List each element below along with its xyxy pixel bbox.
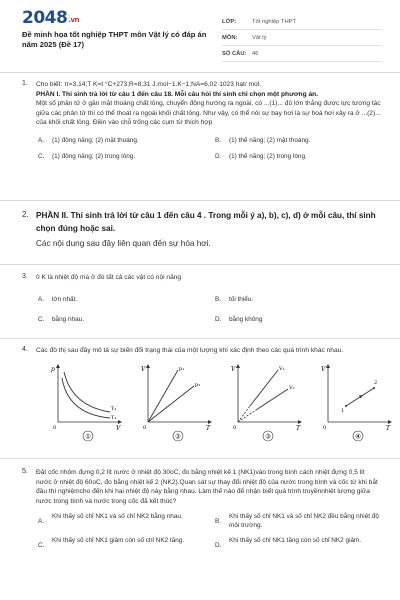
- graphs-figure: [36, 362, 391, 444]
- origin-label: 0: [53, 424, 57, 431]
- option-a[interactable]: A. Khi thấy số chỉ NK1 và số chỉ NK2 bằng nhau.: [38, 513, 183, 526]
- x-axis-label: T: [296, 424, 301, 432]
- divider: [0, 200, 400, 201]
- origin-label: 0: [323, 424, 327, 431]
- option-b[interactable]: B. (1) thế năng; (2) mặt thoáng.: [215, 136, 311, 144]
- graph-1: [46, 362, 124, 444]
- x-axis-label: T: [386, 424, 391, 432]
- graph-number: ③: [265, 432, 271, 441]
- divider: [0, 458, 400, 459]
- curve-label: p₁: [179, 365, 185, 372]
- option-d[interactable]: D. (1) thế năng; (2) trong lòng.: [215, 152, 307, 160]
- exam-meta-table: [222, 14, 382, 62]
- meta-row-subject: MÔN: Vật lý: [222, 30, 382, 46]
- graph-2: [136, 362, 214, 444]
- answer-options: [38, 512, 382, 550]
- question-2: 2. PHẦN II. Thí sinh trả lời từ câu 1 đến câu 4 . Trong mỗi ý a), b), c), d) ở mỗi câu, thí sinh chọn đúng hoặc sai. Các nội dung sau đây liên quan đến sự hóa hơi.: [22, 210, 382, 251]
- curve-label: p₂: [195, 381, 201, 388]
- y-axis-label: V: [231, 365, 236, 373]
- page-header: [0, 0, 400, 66]
- option-d[interactable]: D. Khi thấy số chỉ NK1 tăng còn số chỉ NK2 giảm.: [215, 537, 362, 550]
- point-label: 1: [341, 407, 345, 414]
- question-text: Đặt cốc nhôm đựng 0,2 lít nước ở nhiệt độ 30oC, đo bằng nhiệt kế 1 (NK1)vào trong bình cách nhiệt đựng 0,5 lít nước ở nhiệt độ 60oC, đo bằng nhiệt kế 2 (NK2).Quan sát sự thay đổi nhiệt độ của nước trong bình và cốc từ khi bắt đầu thí nghiệmcho đến khi hai nhiệt độ này bằng nhau. Làm thế nào để nhận biết quá trình truyềnnhiệt lượng giữa nước trong bình và nước trong cốc đã kết thúc?: [36, 469, 378, 505]
- option-d[interactable]: D. bằng không: [215, 315, 263, 323]
- y-axis-label: V: [141, 365, 146, 373]
- answer-options: [38, 295, 382, 324]
- divider: [0, 72, 400, 73]
- option-b[interactable]: B. Khi thấy số chỉ NK1 và số chỉ NK2 đều bằng nhiệt độ môi trường.: [215, 513, 379, 530]
- question-text: Cho biết: π=3,14;T K=t °C+273;R=8,31 J.mol−1.K−1;NA=6,02·1023 hạt/ mol. PHẦN I. Thí sinh trả lời từ câu 1 đến câu 18. Mỗi câu hỏi thí sinh chỉ chọn một phương án. Một số phân tử ở gần mặt thoáng chất lỏng, chuyển động hướng ra ngoài, có ...(1)... đủ lớn thắng được lực tương tác giữa các phân tử thì có thể thoát ra ngoài khối chất lỏng. Như vậy, có thể nói sự bay hơi là sự hoá hơi xảy ra ở ...(2)... của khối chất lỏng. Điền vào chỗ trống các cụm từ thích hợp: [36, 81, 381, 127]
- meta-row-count: SỐ CÂU: 46: [222, 46, 382, 62]
- curve-label: T₂: [111, 405, 117, 412]
- y-axis-label: V: [321, 365, 326, 373]
- option-a[interactable]: A. (1) động năng; (2) mặt thoáng.: [38, 136, 139, 144]
- graph-number: ④: [355, 432, 361, 441]
- answer-options: [38, 136, 382, 161]
- question-text: 0 K là nhiệt độ mà ở đó tất cả các vật có nội năng: [36, 274, 182, 281]
- origin-label: 0: [143, 424, 147, 431]
- point-label: 2: [374, 379, 378, 386]
- question-4: 4. Các đồ thị sau đây mô tả sự biến đổi trạng thái của một lượng khí xác định theo các quá trình khác nhau. p V 0 T₂ T₁ ① V T 0 p₁ p₂ ② V T 0 V₁ V₂ ③ V T 0 1 2 ④: [22, 346, 382, 444]
- question-5: 5. Đặt cốc nhôm đựng 0,2 lít nước ở nhiệt độ 30oC, đo bằng nhiệt kế 1 (NK1)vào trong bình cách nhiệt đựng 0,5 lít nước ở nhiệt độ 60oC, đo bằng nhiệt kế 2 (NK2).Quan sát sự thay đổi nhiệt độ của nước trong bình và cốc từ khi bắt đầu thí nghiệmcho đến khi hai nhiệt độ này bằng nhau. Làm thế nào để nhận biết quá trình truyềnnhiệt lượng giữa nước trong bình và nước trong cốc đã kết thúc? A. Khi thấy số chỉ NK1 và số chỉ NK2 bằng nhau. B. Khi thấy số chỉ NK1 và số chỉ NK2 đều bằng nhiệt độ môi trường. C. Khi thấy số chỉ NK1 giảm còn số chỉ NK2 tăng. D. Khi thấy số chỉ NK1 tăng còn số chỉ NK2 giảm.: [22, 468, 382, 550]
- origin-label: 0: [233, 424, 237, 431]
- graph-4: [316, 362, 394, 444]
- option-c[interactable]: C. bằng nhau.: [38, 315, 84, 323]
- graph-number: ①: [85, 432, 91, 441]
- question-1: 1. Cho biết: π=3,14;T K=t °C+273;R=8,31 J.mol−1.K−1;NA=6,02·1023 hạt/ mol. PHẦN I. Thí sinh trả lời từ câu 1 đến câu 18. Mỗi câu hỏi thí sinh chỉ chọn một phương án. Một số phân tử ở gần mặt thoáng chất lỏng, chuyển động hướng ra ngoài, có ...(1)... đủ lớn thắng được lực tương tác giữa các phân tử thì có thể thoát ra ngoài khối chất lỏng. Như vậy, có thể nói sự bay hơi là sự hoá hơi xảy ra ở ...(2)... của khối chất lỏng. Điền vào chỗ trống các cụm từ thích hợp A. (1) động năng; (2) mặt thoáng. B. (1) thế năng; (2) mặt thoáng. C. (1) động năng; (2) trong lòng. D. (1) thế năng; (2) trong lòng.: [22, 80, 381, 160]
- option-b[interactable]: B. tối thiểu.: [215, 295, 254, 303]
- question-text: PHẦN II. Thí sinh trả lời từ câu 1 đến câu 4 . Trong mỗi ý a), b), c), d) ở mỗi câu, thí sinh chọn đúng hoặc sai. Các nội dung sau đây liên quan đến sự hóa hơi.: [36, 211, 376, 248]
- graph-number: ②: [175, 432, 181, 441]
- curve-label: T₁: [111, 414, 117, 421]
- question-3: 3. 0 K là nhiệt độ mà ở đó tất cả các vật có nội năng A. lớn nhất. B. tối thiểu. C. bằng nhau. D. bằng không: [22, 273, 382, 324]
- curve-label: V₁: [279, 365, 285, 372]
- option-a[interactable]: A. lớn nhất.: [38, 295, 78, 303]
- option-c[interactable]: C. (1) động năng; (2) trong lòng.: [38, 152, 136, 160]
- curve-label: V₂: [289, 384, 295, 391]
- y-axis-label: p: [51, 365, 55, 373]
- meta-row-class: LỚP: Tốt nghiệp THPT: [222, 14, 382, 30]
- question-text: Các đồ thị sau đây mô tả sự biến đổi trạng thái của một lượng khí xác định theo các quá trình khác nhau.: [36, 347, 344, 354]
- x-axis-label: T: [206, 424, 211, 432]
- divider: [0, 338, 400, 339]
- divider: [0, 264, 400, 265]
- page-title: Đề minh họa tốt nghiệp THPT môn Vật lý có đáp án năm 2025 (Đề 17): [22, 30, 207, 49]
- graph-3: [226, 362, 304, 444]
- option-c[interactable]: C. Khi thấy số chỉ NK1 giảm còn số chỉ NK2 tăng.: [38, 537, 185, 550]
- x-axis-label: V: [116, 424, 121, 432]
- site-logo[interactable]: 2048.vn: [22, 8, 80, 28]
